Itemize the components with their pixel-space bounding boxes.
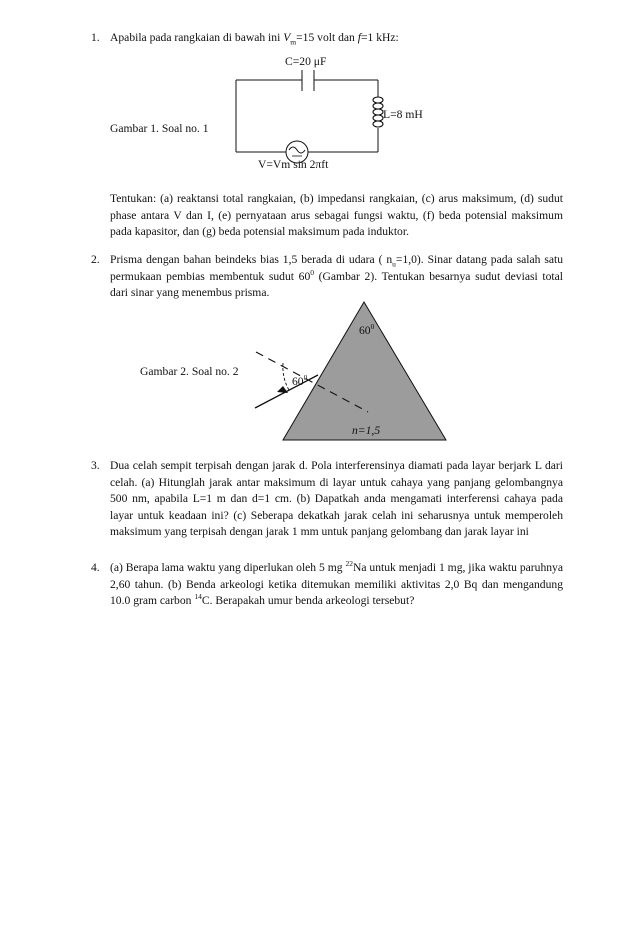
- incidence-angle-label: [292, 375, 307, 388]
- ray-arrowhead: [277, 386, 288, 393]
- inductor-label: L=8 mH: [383, 108, 423, 121]
- incidence-angle-degree: 0: [303, 373, 308, 383]
- apex-angle-label: [359, 324, 374, 337]
- figure-2-caption: Gambar 2. Soal no. 2: [140, 365, 239, 378]
- question-number: 1.: [91, 31, 100, 44]
- q1-var-v: V: [283, 31, 291, 44]
- question-number: 3.: [91, 459, 100, 472]
- q4-text-3: C. Berapakah umur benda arkeologi tersebut?: [201, 594, 415, 607]
- incidence-angle-value: 60: [292, 375, 304, 388]
- refractive-index-label: n=1,5: [352, 424, 381, 437]
- apex-angle-degree: 0: [370, 322, 375, 332]
- q4-isotope-c-mass: 14: [194, 592, 202, 602]
- q4-text-2: Na untuk menjadi 1 mg, jika waktu paruhnya 2,60 tahun. (b) Benda arkeologi ketika ditemukan memiliki aktivitas 2,0 Bq dan mengandung 10.0 gram carbon: [110, 561, 563, 607]
- capacitor-label: C=20 μF: [285, 55, 327, 68]
- q2-text-3: (Gambar 2). Tentukan besarnya sudut deviasi total dari sinar yang menembus prisma.: [110, 269, 563, 299]
- question-number: 4.: [91, 561, 100, 574]
- q1-intro-text-2: =15 volt dan: [296, 31, 358, 44]
- prism-shape: [283, 302, 446, 440]
- q2-sup: 0: [310, 267, 315, 277]
- q1-tasks-text: Tentukan: (a) reaktansi total rangkaian, (b) impedansi rangkaian, (c) arus maksimum, (d) sudut phase antara V dan I, (e) pernyataan arus sebagai fungsi waktu, (f) beda potensial maksimum pada kapasitor, dan (g) beda potensial maksimum pada induktor.: [110, 192, 563, 238]
- q2-text: Prisma dengan bahan beindeks bias 1,5 berada di udara ( n: [110, 253, 393, 266]
- question-3: [91, 458, 563, 541]
- source-label: V=Vm sin 2πft: [258, 158, 329, 171]
- apex-angle-value: 60: [359, 324, 371, 337]
- q2-text-2: =1,0). Sinar datang pada salah satu permukaan pembias membentuk sudut 60: [110, 253, 563, 283]
- q1-var-f: f: [357, 31, 361, 44]
- question-number: 2.: [91, 253, 100, 266]
- q3-text: Dua celah sempit terpisah dengan jarak d. Pola interferensinya diamati pada layar berjark L dari celah. (a) Hitunglah jarak antar maksimum di layar untuk cahaya yang panjang gelombangnya 500 nm, apabila L=1 m dan d=1 cm. (b) Dapatkah anda mengamati interferensi cahaya pada layar untuk keadaan ini? (c) Seberapa dekatkah jarak celah ini seharusnya untuk memperoleh maksimum yang terpisah dengan jarak 1 mm untuk panjang gelombang dan jarak layar ini: [110, 459, 563, 538]
- q1-intro-text-3: =1 kHz:: [360, 31, 399, 44]
- q1-var-v-sub: m: [290, 37, 297, 47]
- q4-isotope-na-mass: 22: [345, 559, 353, 569]
- q1-intro-text: Apabila pada rangkaian di bawah ini: [110, 31, 284, 44]
- figure-1-caption: Gambar 1. Soal no. 1: [110, 122, 209, 135]
- q2-sub: u: [392, 259, 396, 269]
- q4-text: (a) Berapa lama waktu yang diperlukan oleh 5 mg: [110, 561, 346, 574]
- question-4: [91, 560, 563, 610]
